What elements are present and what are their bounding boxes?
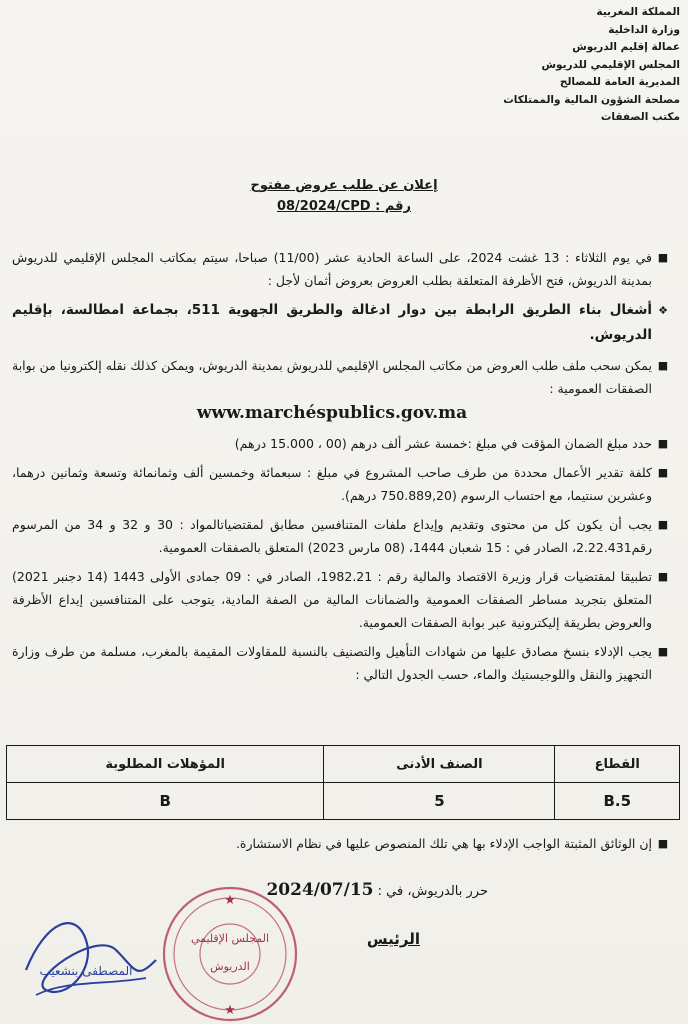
paragraph-download (12, 354, 670, 426)
square-bullet-icon: ■ (657, 359, 669, 372)
paragraph-text: أشغال بناء الطريق الرابطة بين دوار ادغالة والطريق الجهوية 511، بجماعة امطالسة، بإقليم الدريوش. (12, 302, 653, 343)
paragraph-text: كلفة تقدير الأعمال محددة من طرف صاحب المشروع في مبلغ : سبعمائة وخمسين ألف وثمانمائة وتسعة وثمانين درهما، وعشرين سنتيما، مع احتساب الرسوم (750.889,20 درهم). (12, 465, 652, 503)
website-link[interactable]: www.marchéspublics.gov.ma (196, 403, 468, 423)
star-icon: ★ (224, 893, 236, 908)
announcement-title: إعلان عن طلب عروض مفتوح (250, 178, 438, 193)
announcement-number-code: 08/2024/CPD (276, 199, 371, 214)
announcement-number (200, 196, 488, 218)
table-header-cell: القطاع (555, 746, 680, 783)
signature-name: المصطفى بنشعيب (39, 964, 133, 978)
letterhead-line: عمالة إقليم الدريوش (572, 41, 680, 53)
paragraph-text: إن الوثائق المثبتة الواجب الإدلاء بها هي تلك المنصوص عليها في نظام الاستشارة. (235, 836, 652, 851)
square-bullet-icon: ■ (657, 518, 669, 531)
letterhead-line: وزارة الداخلية (608, 23, 680, 36)
paragraph-guarantee (12, 432, 670, 455)
signing-date: 2024/07/15 (266, 880, 374, 900)
letterhead (430, 4, 680, 127)
paragraph-text: يجب الإدلاء بنسخ مصادق عليها من شهادات التأهيل والتصنيف بالنسبة للمقاولات المقيمة بالمغرب، مسلمة من طرف وزارة التجهيز والنقل واللوجيستيك والماء، حسب الجدول التالي : (12, 644, 652, 682)
stamp-text-line: المجلس الإقليمي (190, 932, 270, 945)
letterhead-line: مكتب الصفقات (600, 111, 680, 123)
letterhead-line: مصلحة الشؤون المالية والممتلكات (503, 93, 680, 106)
paragraph-closing (12, 832, 670, 855)
paragraph-text: في يوم الثلاثاء : 13 غشت 2024، على الساعة الحادية عشر (11/00) صباحا، سيتم بمكاتب المجلس الإقليمي للدريوش بمدينة الدريوش، فتح الأظرفة المتعلقة بطلب العروض بعروض أثمان لأجل : (12, 250, 653, 288)
table-cell: B (7, 783, 324, 820)
paragraph-text: تطبيقا لمقتضيات قرار وزيرة الاقتصاد والمالية رقم : 1982.21، الصادر في : 09 جمادى الأولى 1443 (14 دجنبر 2021) المتعلق بتجريد مساطر الصفقات العمومية والضمانات المالية من الصفة المادية، يتوجب على المتنافسين إيداع الأظرفة والعروض بطريقة إليكترونية عبر بوابة الصفقات العمومية. (12, 569, 652, 630)
paragraph-qualification (12, 640, 670, 686)
stamp-text-line: الدريوش (210, 960, 250, 973)
qualification-table-wrapper (6, 745, 680, 820)
paragraph-documents (12, 832, 670, 861)
table-header-cell: الصنف الأدنى (324, 746, 555, 783)
table-header-cell: المؤهلات المطلوبة (7, 746, 324, 783)
square-bullet-icon: ■ (657, 251, 669, 264)
official-seal-stamp (160, 884, 300, 1024)
handwritten-signature (6, 900, 166, 1020)
table-cell: 5 (324, 783, 555, 820)
letterhead-line: المديرية العامة للمصالح (559, 76, 680, 88)
announcement-heading (200, 176, 488, 218)
letterhead-line: المجلس الإقليمي للدريوش (541, 58, 680, 71)
square-bullet-icon: ■ (657, 645, 669, 658)
table-row (7, 783, 680, 820)
paragraph-electronic (12, 565, 670, 634)
square-bullet-icon: ■ (657, 570, 669, 583)
paragraph-text: حدد مبلغ الضمان المؤقت في مبلغ :خمسة عشر ألف درهم (00 ، 15.000 درهم) (234, 436, 652, 451)
qualification-table (6, 745, 680, 820)
letterhead-line: المملكة المغربية (596, 6, 680, 18)
square-bullet-icon: ■ (657, 837, 669, 850)
paragraph-estimate (12, 461, 670, 507)
paragraph-text: يمكن سحب ملف طلب العروض من مكاتب المجلس الإقليمي للدريوش بمدينة الدريوش، ويمكن كذلك نقله إلكترونيا من بوابة الصفقات العمومية : (12, 358, 652, 396)
paragraph-project-title (12, 298, 670, 348)
table-header-row (7, 746, 680, 783)
square-bullet-icon: ■ (657, 437, 669, 450)
square-bullet-icon: ■ (657, 466, 669, 479)
paragraph-decree (12, 513, 670, 559)
star-icon: ★ (224, 1003, 236, 1018)
announcement-body (12, 246, 670, 692)
paragraph-text: يجب أن يكون كل من محتوى وتقديم وإيداع ملفات المتنافسين مطابق لمقتضياتالمواد : 30 و 32 و 34 من المرسوم رقم2.22.431، الصادر في : 15 شعبان 1444، (08 مارس 2023) المتعلق بالصفقات العمومية. (12, 517, 653, 555)
place-label: حرر بالدريوش، في : (377, 884, 488, 899)
paragraph-opening-date (12, 246, 670, 292)
announcement-number-label: رقم : (375, 199, 412, 214)
table-cell: B.5 (555, 783, 680, 820)
diamond-bullet-icon: ❖ (658, 304, 668, 317)
president-title: الرئيس (366, 930, 420, 948)
